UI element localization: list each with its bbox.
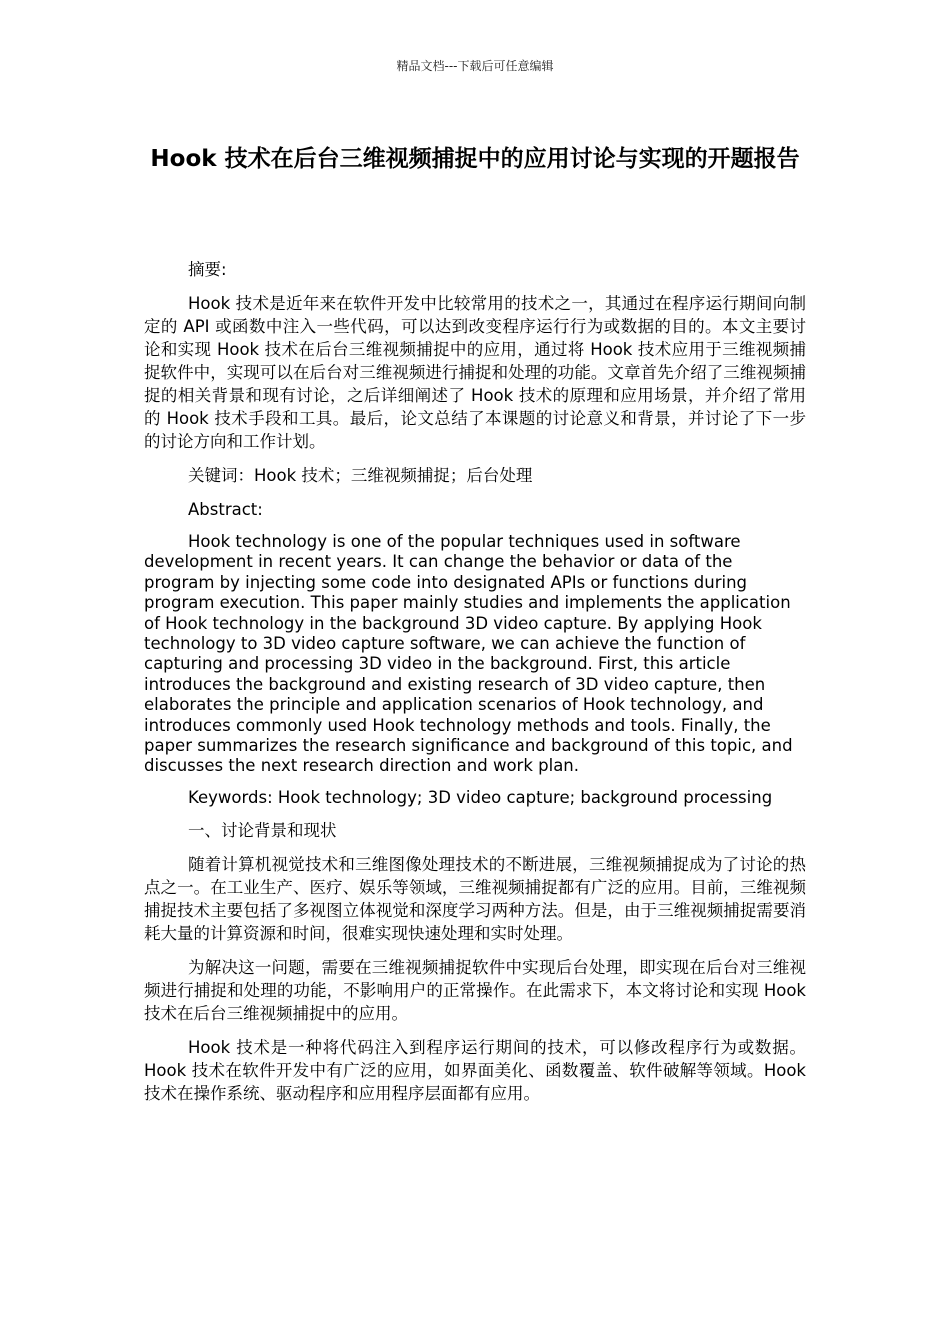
document-title: Hook 技术在后台三维视频捕捉中的应用讨论与实现的开题报告 [150, 146, 800, 172]
abstract-cn-paragraph: Hook 技术是近年来在软件开发中比较常用的技术之一，其通过在程序运行期间向制定的 API 或函数中注入一些代码，可以达到改变程序运行行为或数据的目的。本文主要讨论和实现 Hook 技术在后台三维视频捕捉中的应用，通过将 Hook 技术应用于三维视频捕捉软件中，实现可以在后台对三维视频进行捕捉和处理的功能。文章首先介绍了三维视频捕捉的相关背景和现有讨论，之后详细阐述了 Hook 技术的原理和应用场景，并介绍了常用的 Hook 技术手段和工具。最后，论文总结了本课题的讨论意义和背景，并讨论了下一步的讨论方向和工作计划。 [144, 294, 806, 451]
section-paragraph: 随着计算机视觉技术和三维图像处理技术的不断进展，三维视频捕捉成为了讨论的热点之一。在工业生产、医疗、娱乐等领域，三维视频捕捉都有广泛的应用。目前，三维视频捕捉技术主要包括了多视图立体视觉和深度学习两种方法。但是，由于三维视频捕捉需要消耗大量的计算资源和时间，很难实现快速处理和实时处理。 [144, 855, 806, 944]
abstract-label-en: Abstract: [188, 500, 263, 519]
section-heading: 一、讨论背景和现状 [188, 821, 337, 841]
abstract-en-paragraph: Hook technology is one of the popular techniques used in software development in recent years. It can change the behavior or data of the program by injecting some code into designated APIs or functions during program execution. This paper mainly studies and implements the application of Hook technology in the background 3D video capture. By applying Hook technology to 3D video capture software, we can achieve the function of capturing and processing 3D video in the background. First, this article introduces the background and existing research of 3D video capture, then elaborates the principle and application scenarios of Hook technology, and introduces commonly used Hook technology methods and tools. Finally, the paper summarizes the research significance and background of this topic, and discusses the next research direction and work plan. [144, 532, 793, 776]
keywords-cn: 关键词：Hook 技术；三维视频捕捉；后台处理 [188, 466, 533, 485]
section-paragraph: 为解决这一问题，需要在三维视频捕捉软件中实现后台处理，即实现在后台对三维视频进行捕捉和处理的功能，不影响用户的正常操作。在此需求下，本文将讨论和实现 Hook 技术在后台三维视频捕捉中的应用。 [144, 958, 806, 1024]
keywords-en: Keywords: Hook technology; 3D video capture; background processing [188, 787, 773, 807]
section-paragraph: Hook 技术是一种将代码注入到程序运行期间的技术，可以修改程序行为或数据。Hook 技术在软件开发中有广泛的应用，如界面美化、函数覆盖、软件破解等领域。Hook 技术在操作系统、驱动程序和应用程序层面都有应用。 [144, 1038, 806, 1104]
document-body [144, 258, 806, 1116]
abstract-label-cn: 摘要: [188, 260, 227, 279]
header-note: 精品文档---下载后可任意编辑 [396, 59, 554, 73]
